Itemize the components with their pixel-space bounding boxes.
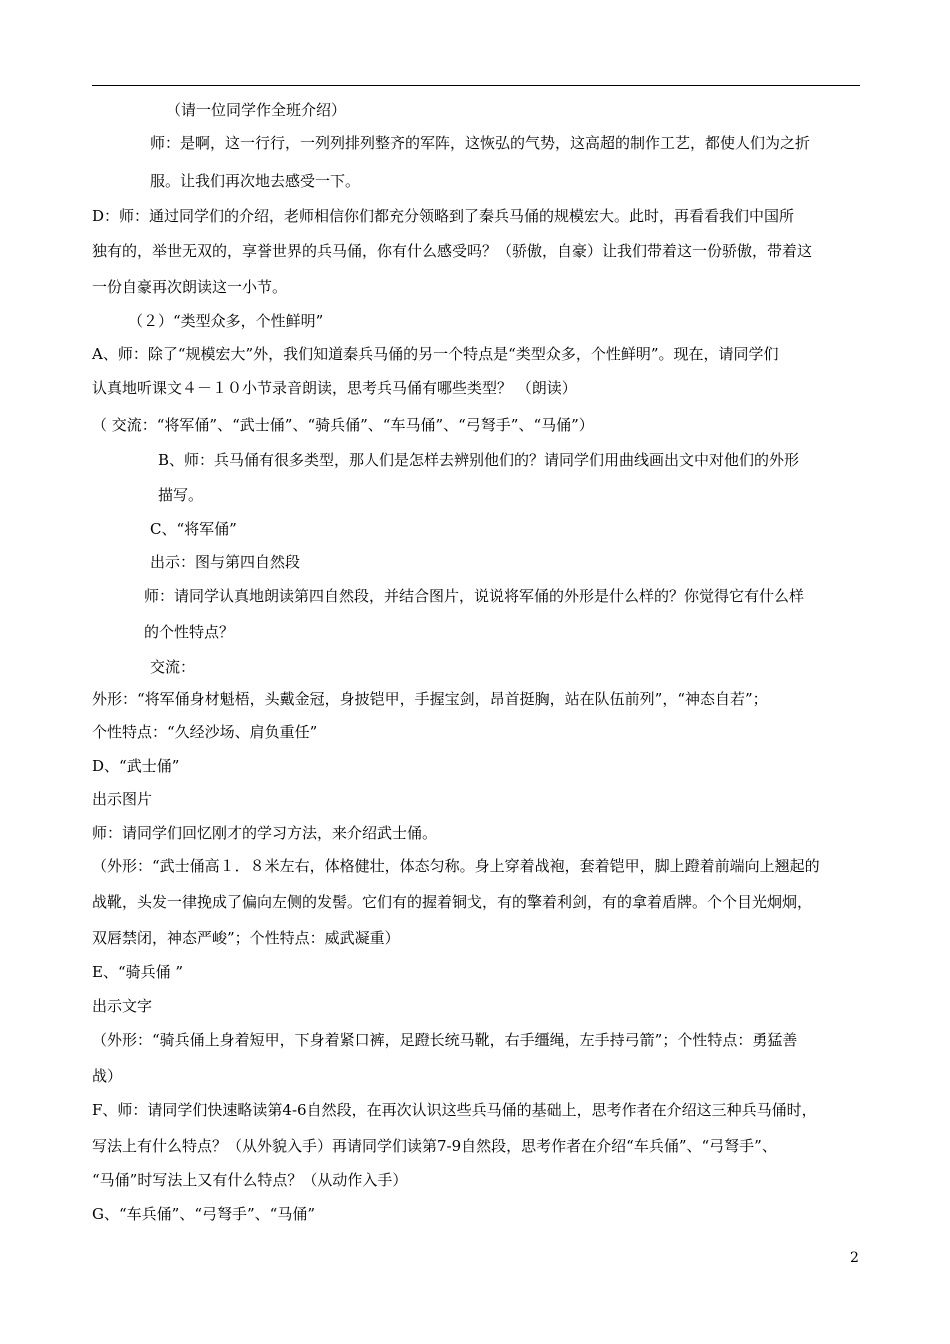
- text-line: 一份自豪再次朗读这一小节。: [92, 278, 288, 296]
- text-line: （外形：“骑兵俑上身着短甲，下身着紧口裤，足蹬长统马靴，右手缰绳，左手持弓箭”；个性特点：勇猛善: [92, 1031, 798, 1049]
- text-line: G、“车兵俑”、“弓弩手”、“马俑”: [92, 1205, 315, 1223]
- text-line: 出示文字: [92, 997, 153, 1015]
- text-line: 独有的，举世无双的，享誉世界的兵马俑，你有什么感受吗？（骄傲，自豪）让我们带着这一份骄傲，带着这: [92, 242, 813, 260]
- text-line: 写法上有什么特点？（从外貌入手）再请同学们读第7-9自然段，思考作者在介绍“车兵俑”、“弓弩手”、: [92, 1137, 777, 1155]
- text-line: F、师：请同学们快速略读第4-6自然段，在再次认识这些兵马俑的基础上，思考作者在介绍这三种兵马俑时，: [92, 1101, 817, 1119]
- text-line: 战）: [92, 1067, 123, 1085]
- text-line: E、“骑兵俑 ”: [92, 963, 184, 981]
- page-number: 2: [850, 1250, 859, 1266]
- text-line: 交流：: [150, 658, 196, 676]
- text-line: 个性特点：“久经沙场、肩负重任”: [92, 723, 318, 741]
- text-line: “马俑”时写法上又有什么特点？（从动作入手）: [92, 1171, 408, 1189]
- text-line: 双唇禁闭，神态严峻”；个性特点：威武凝重）: [92, 929, 400, 947]
- text-line: 认真地听课文４－１０小节录音朗读，思考兵马俑有哪些类型？ （朗读）: [92, 379, 577, 397]
- text-line: 出示图片: [92, 790, 153, 808]
- text-line: 服。让我们再次地去感受一下。: [150, 172, 361, 190]
- header-rule: [92, 85, 860, 86]
- text-line: 外形：“将军俑身材魁梧，头戴金冠，身披铠甲，手握宝剑，昂首挺胸，站在队伍前列”，“神态自若”；: [92, 690, 768, 708]
- text-line: B、师：兵马俑有很多类型，那人们是怎样去辨别他们的？请同学们用曲线画出文中对他们的外形: [158, 451, 800, 469]
- text-line: 师：请同学们回忆刚才的学习方法，来介绍武士俑。: [92, 824, 438, 842]
- text-line: C、“将军俑”: [150, 520, 237, 538]
- text-line: （请一位同学作全班介绍）: [166, 101, 347, 119]
- text-line: A、师：除了“规模宏大”外，我们知道秦兵马俑的另一个特点是“类型众多，个性鲜明”。现在，请同学们: [92, 345, 779, 363]
- text-line: 师：请同学认真地朗读第四自然段，并结合图片，说说将军俑的外形是什么样的？你觉得它有什么样: [144, 587, 805, 605]
- text-line: D：师：通过同学们的介绍，老师相信你们都充分领略到了秦兵马俑的规模宏大。此时，再看看我们中国所: [92, 207, 795, 225]
- text-line: （２）“类型众多，个性鲜明”: [128, 312, 324, 330]
- text-line: 战靴，头发一律挽成了偏向左侧的发髻。它们有的握着铜戈，有的擎着利剑，有的拿着盾牌。个个目光炯炯，: [92, 893, 813, 911]
- text-line: 的个性特点？: [144, 623, 235, 641]
- text-line: 师：是啊，这一行行，一列列排列整齐的军阵，这恢弘的气势，这高超的制作工艺，都使人们为之折: [150, 134, 811, 152]
- text-line: （ 交流：“将军俑”、“武士俑”、“骑兵俑”、“车马俑”、“弓弩手”、“马俑”）: [92, 416, 594, 434]
- text-line: 出示：图与第四自然段: [150, 553, 301, 571]
- text-line: D、“武士俑”: [92, 757, 180, 775]
- text-line: （外形：“武士俑高１．８米左右，体格健壮，体态匀称。身上穿着战袍，套着铠甲，脚上蹬着前端向上翘起的: [92, 857, 820, 875]
- text-line: 描写。: [158, 486, 204, 504]
